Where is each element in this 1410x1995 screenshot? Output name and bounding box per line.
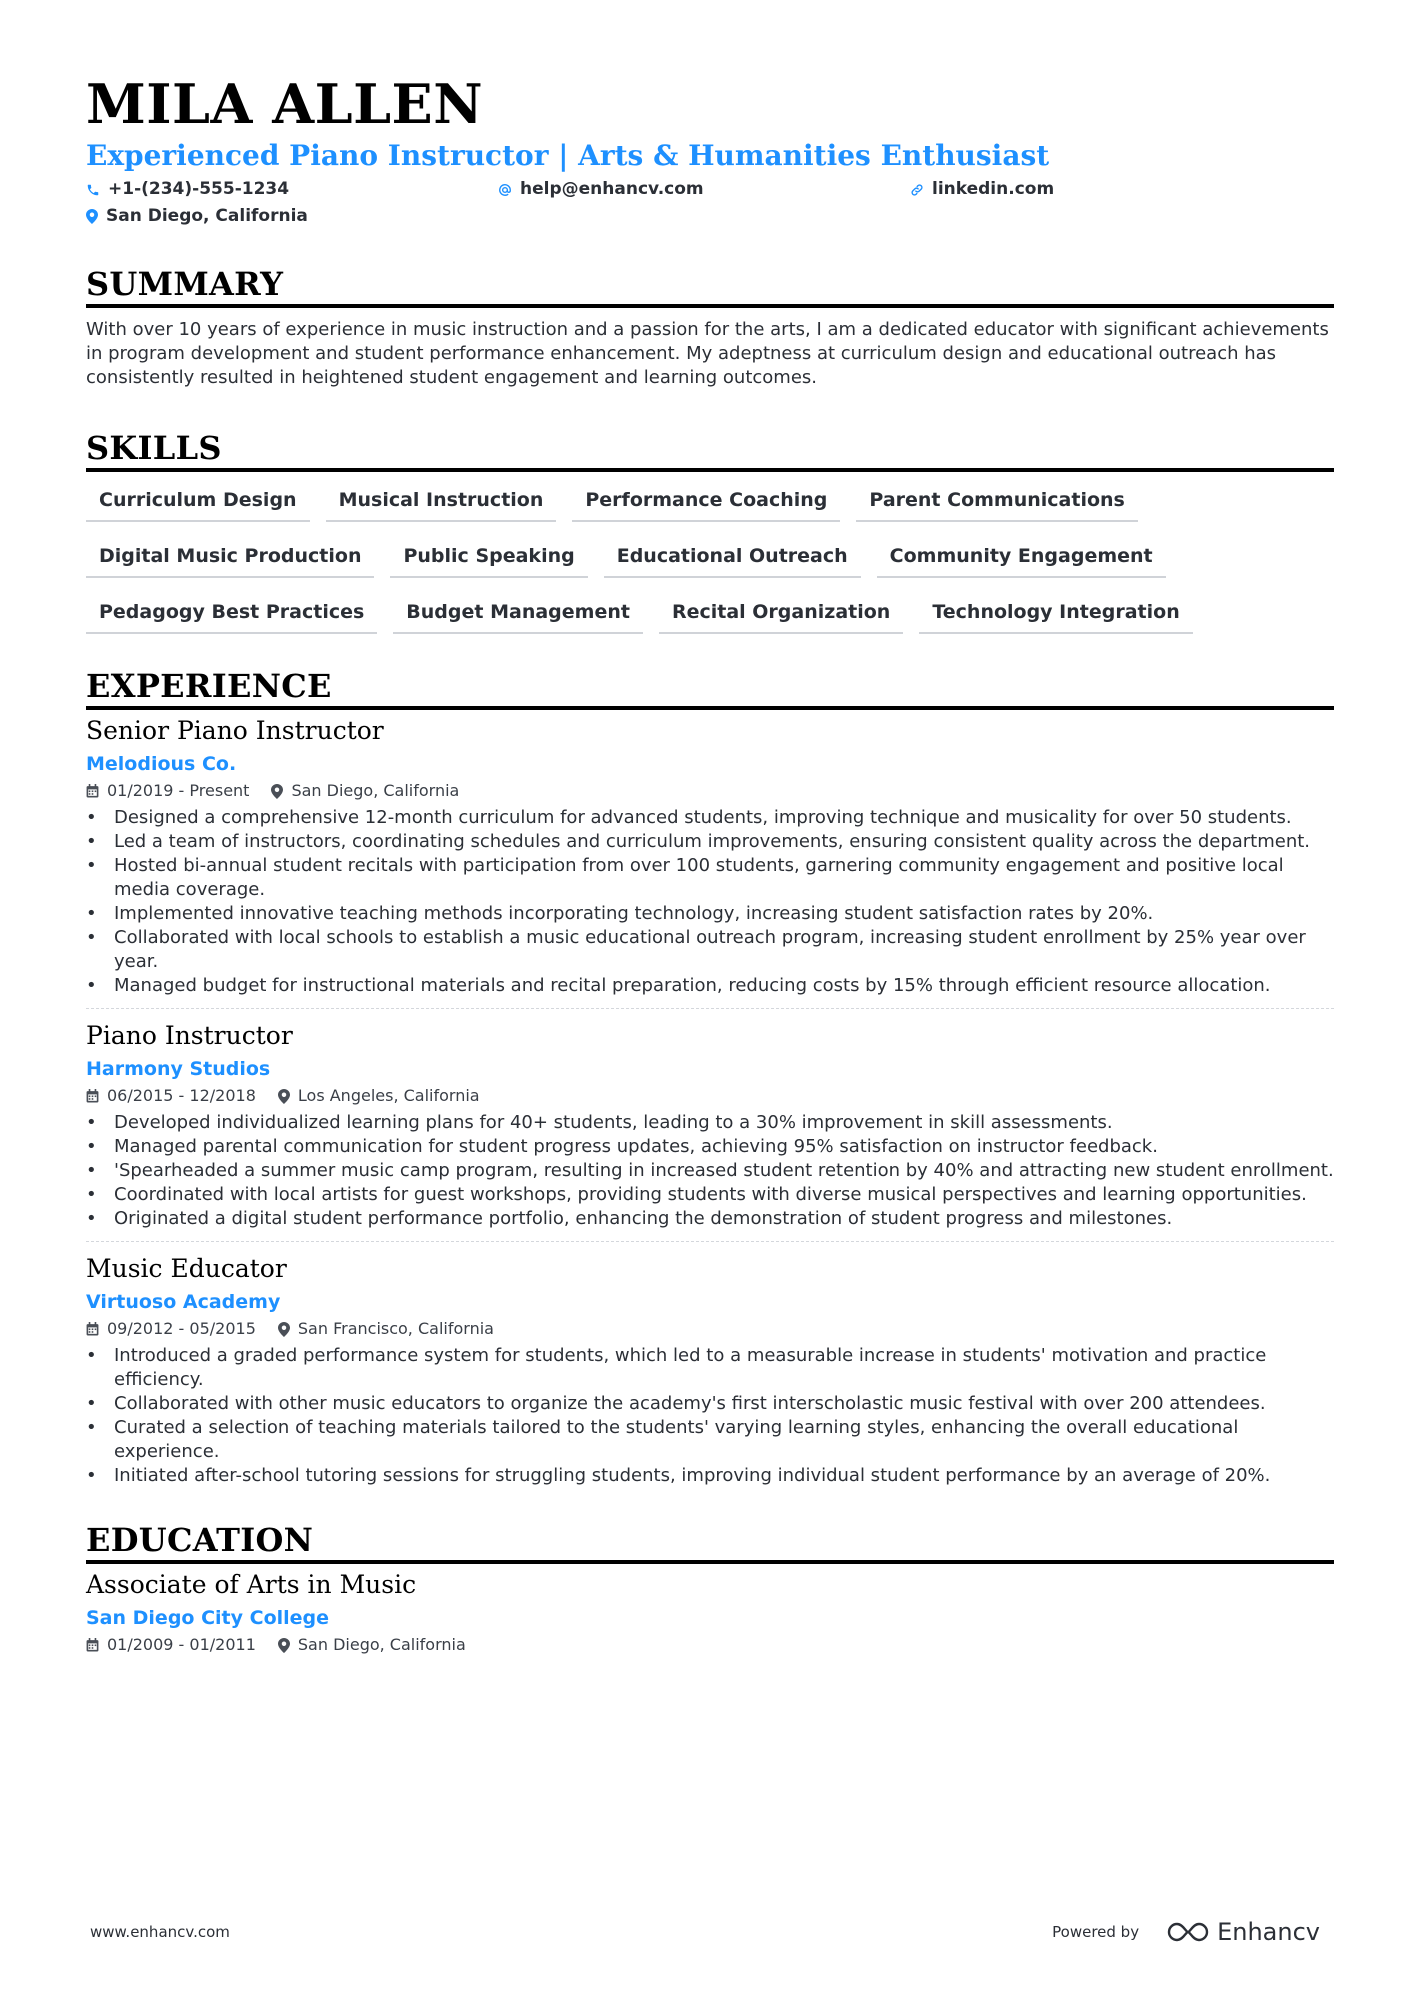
bullet-item: • Implemented innovative teaching methods incorporating technology, increasing student satisfaction rates by 20%. xyxy=(86,902,1334,926)
job-dates: 01/2019 - Present xyxy=(107,781,250,800)
bullet-item: • Collaborated with other music educators to organize the academy's first interscholastic music festival with over 200 attendees. xyxy=(86,1392,1334,1416)
contact-phone[interactable] xyxy=(86,176,498,203)
brand-name: Enhancv xyxy=(1217,1918,1320,1946)
bullet-item: • Coordinated with local artists for guest workshops, providing students with diverse musical perspectives and learning opportunities. xyxy=(86,1183,1334,1207)
skill-tag: Parent Communications xyxy=(856,486,1137,522)
enhancv-logo-icon xyxy=(1165,1920,1211,1944)
education-heading: EDUCATION xyxy=(86,1520,1334,1564)
calendar-icon xyxy=(86,1089,99,1103)
bullet-item: • Curated a selection of teaching materials tailored to the students' varying learning styles, enhancing the overall educational experience. xyxy=(86,1416,1334,1464)
company-name: Harmony Studios xyxy=(86,1058,271,1080)
location-pin-icon xyxy=(278,1638,290,1653)
skills-heading: SKILLS xyxy=(86,428,1334,472)
experience-section xyxy=(86,666,1334,1498)
job-meta xyxy=(86,1316,1334,1342)
bullet-item: • Led a team of instructors, coordinating schedules and curriculum improvements, ensuring consistent quality across the department. xyxy=(86,830,1334,854)
education-dates: 01/2009 - 01/2011 xyxy=(107,1635,256,1654)
bullet-item: • Managed budget for instructional materials and recital preparation, reducing costs by 15% through efficient resource allocation. xyxy=(86,974,1334,998)
email-text: help@enhancv.com xyxy=(520,179,704,199)
skill-tag: Community Engagement xyxy=(877,542,1166,578)
bullet-item: • Introduced a graded performance system for students, which led to a measurable increase in students' motivation and practice efficiency. xyxy=(86,1344,1334,1392)
job-bullets xyxy=(86,1344,1334,1488)
headline: Experienced Piano Instructor | Arts & Humanities Enthusiast xyxy=(86,139,1050,172)
footer-branding xyxy=(1052,1918,1320,1946)
contact-list xyxy=(86,176,1334,230)
bullet-item: • 'Spearheaded a summer music camp program, resulting in increased student retention by 40% and attracting new student enrollment. xyxy=(86,1159,1334,1183)
location-pin-icon xyxy=(271,784,283,799)
calendar-icon xyxy=(86,1638,99,1652)
bullet-item: • Hosted bi-annual student recitals with participation from over 100 students, garnering community engagement and positive local media coverage. xyxy=(86,854,1334,902)
location-pin-icon xyxy=(86,209,98,224)
job-dates: 09/2012 - 05/2015 xyxy=(107,1319,256,1338)
education-section xyxy=(86,1520,1334,1658)
bullet-item: • Initiated after-school tutoring sessions for struggling students, improving individual student performance by an average of 20%. xyxy=(86,1464,1334,1488)
job-title: Senior Piano Instructor xyxy=(86,716,384,745)
experience-heading: EXPERIENCE xyxy=(86,666,1334,710)
education-location-text: San Diego, California xyxy=(297,1635,466,1654)
enhancv-logo[interactable] xyxy=(1165,1918,1320,1946)
skill-tag: Technology Integration xyxy=(919,598,1192,634)
degree-title: Associate of Arts in Music xyxy=(86,1570,417,1599)
skill-tag: Musical Instruction xyxy=(326,486,557,522)
bullet-item: • Managed parental communication for student progress updates, achieving 95% satisfaction on instructor feedback. xyxy=(86,1135,1334,1159)
resume-content xyxy=(86,72,1334,1658)
job-location-text: San Francisco, California xyxy=(297,1319,494,1338)
experience-entry xyxy=(86,1252,1334,1498)
summary-heading: SUMMARY xyxy=(86,264,1334,308)
calendar-icon xyxy=(86,1322,99,1336)
school-name: San Diego City College xyxy=(86,1607,330,1629)
job-title: Piano Instructor xyxy=(86,1021,293,1050)
location-pin-icon xyxy=(278,1089,290,1104)
skills-list xyxy=(86,486,1334,654)
experience-entry xyxy=(86,1019,1334,1242)
job-location-text: San Diego, California xyxy=(291,781,460,800)
job-meta xyxy=(86,778,1334,804)
job-location-text: Los Angeles, California xyxy=(297,1086,480,1105)
job-location xyxy=(278,1083,480,1109)
job-meta xyxy=(86,1083,1334,1109)
skill-tag: Performance Coaching xyxy=(572,486,840,522)
header xyxy=(86,72,1334,230)
skill-tag: Digital Music Production xyxy=(86,542,374,578)
footer xyxy=(90,1918,1320,1946)
skill-tag: Pedagogy Best Practices xyxy=(86,598,377,634)
candidate-name: MILA ALLEN xyxy=(86,72,484,136)
job-bullets xyxy=(86,806,1334,998)
job-location xyxy=(278,1316,494,1342)
bullet-item: • Collaborated with local schools to establish a music educational outreach program, increasing student enrollment by 25% year over year. xyxy=(86,926,1334,974)
location-pin-icon xyxy=(278,1322,290,1337)
contact-linkedin[interactable] xyxy=(910,176,1322,203)
job-location xyxy=(271,778,459,804)
job-dates: 06/2015 - 12/2018 xyxy=(107,1086,256,1105)
skill-tag: Educational Outreach xyxy=(604,542,861,578)
skill-tag: Budget Management xyxy=(393,598,643,634)
education-meta xyxy=(86,1632,1334,1658)
summary-text: With over 10 years of experience in music instruction and a passion for the arts, I am a dedicated educator with significant achievements in program development and student performance enhancement. My adeptness at curriculum design and educational outreach has consistently resulted in heightened student engagement and learning outcomes. xyxy=(86,319,1329,388)
job-title: Music Educator xyxy=(86,1254,287,1283)
bullet-item: • Designed a comprehensive 12-month curriculum for advanced students, improving technique and musicality for over 50 students. xyxy=(86,806,1334,830)
company-name: Melodious Co. xyxy=(86,753,237,775)
skill-tag: Public Speaking xyxy=(390,542,587,578)
bullet-item: • Originated a digital student performance portfolio, enhancing the demonstration of student progress and milestones. xyxy=(86,1207,1334,1231)
location-text: San Diego, California xyxy=(106,206,308,226)
skills-section xyxy=(86,428,1334,654)
phone-icon xyxy=(86,183,100,197)
link-icon xyxy=(910,183,924,197)
footer-website[interactable]: www.enhancv.com xyxy=(90,1923,230,1941)
contact-location xyxy=(86,203,498,230)
skill-tag: Recital Organization xyxy=(659,598,903,634)
skill-tag: Curriculum Design xyxy=(86,486,310,522)
calendar-icon xyxy=(86,784,99,798)
contact-email[interactable] xyxy=(498,176,910,203)
phone-text: +1-(234)-555-1234 xyxy=(108,179,290,199)
at-icon xyxy=(498,183,512,197)
experience-entry xyxy=(86,714,1334,1009)
bullet-item: • Developed individualized learning plans for 40+ students, leading to a 30% improvement in skill assessments. xyxy=(86,1111,1334,1135)
education-location xyxy=(278,1632,466,1658)
powered-by-label: Powered by xyxy=(1052,1923,1140,1941)
job-bullets xyxy=(86,1111,1334,1231)
summary-section xyxy=(86,264,1334,390)
company-name: Virtuoso Academy xyxy=(86,1291,281,1313)
linkedin-text: linkedin.com xyxy=(932,179,1055,199)
